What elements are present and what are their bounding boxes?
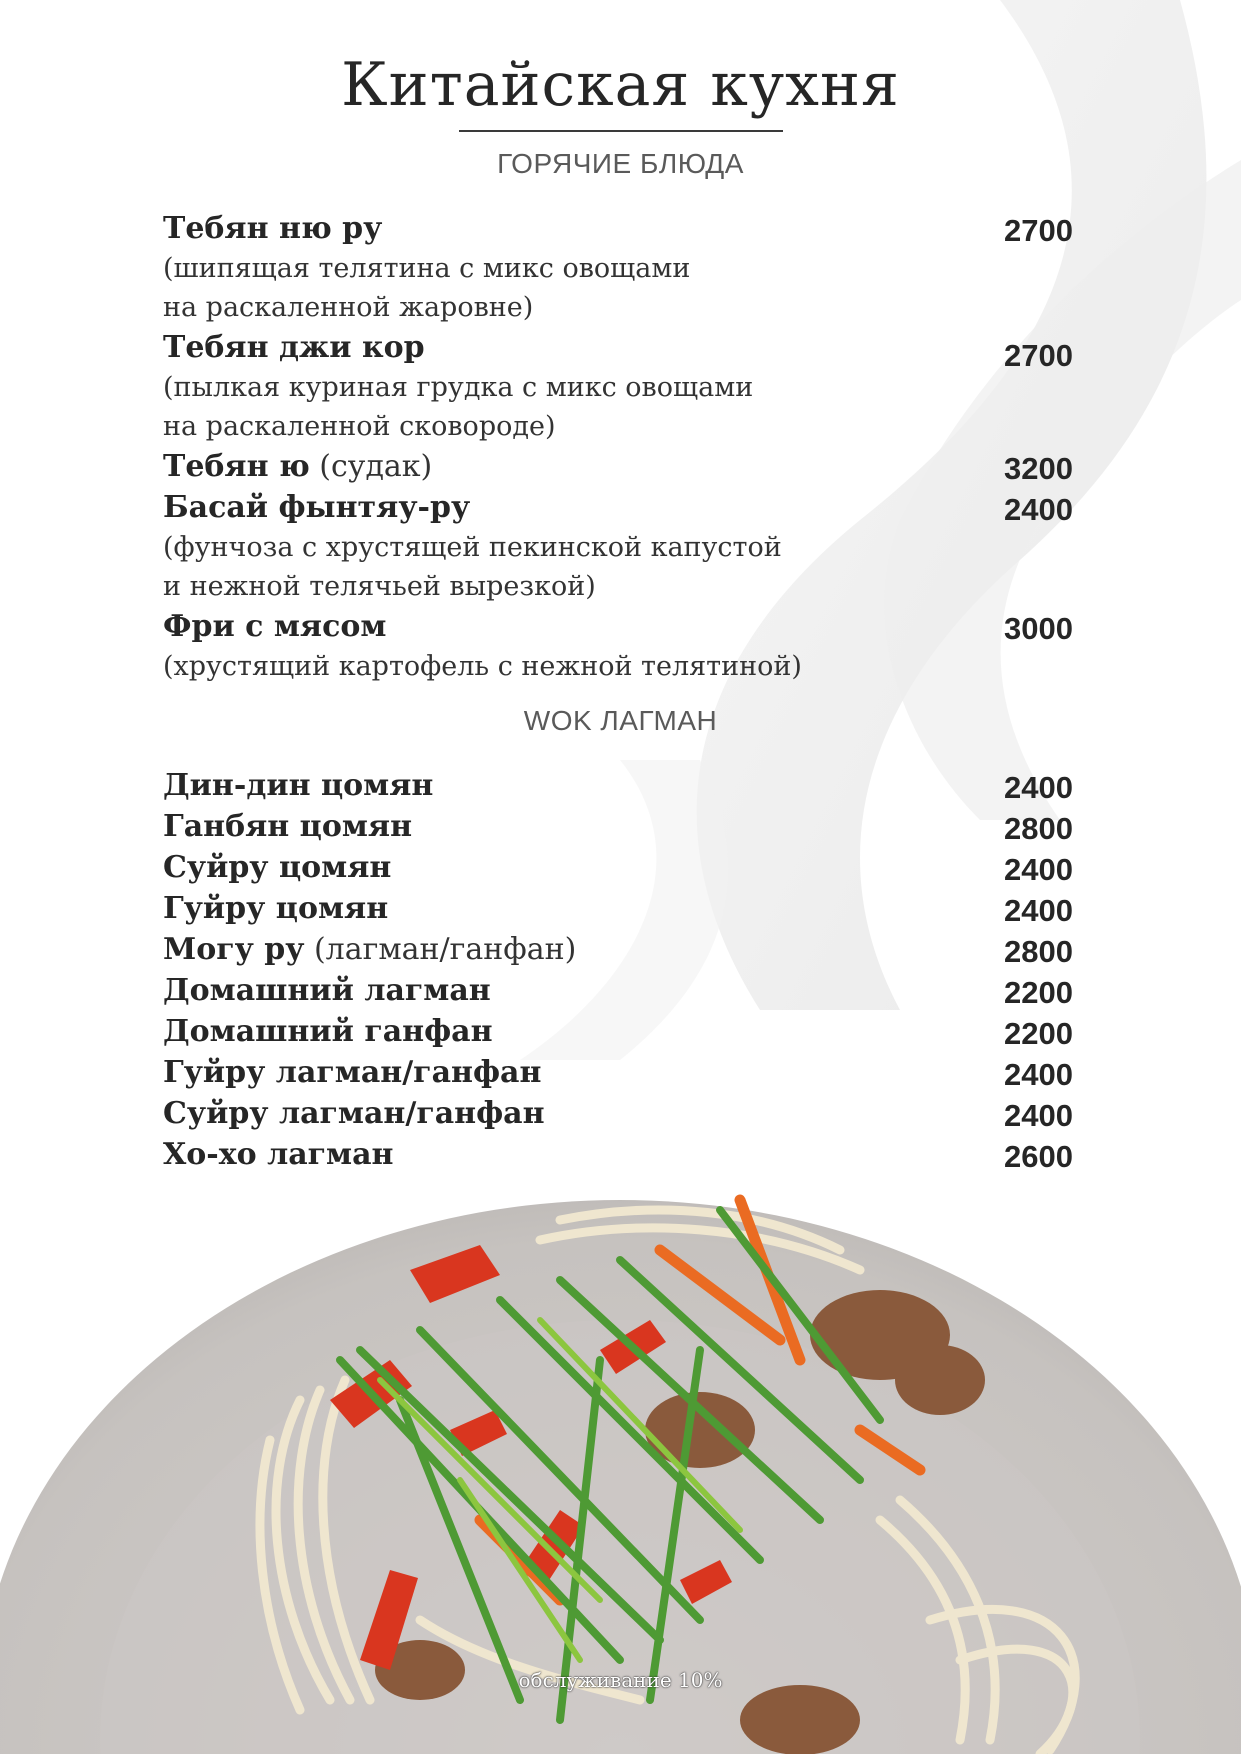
- menu-item-name: Ганбян цомян: [163, 809, 413, 844]
- menu-item-name: Дин-дин цомян: [163, 768, 434, 803]
- menu-item: [163, 327, 1073, 446]
- menu-item-name: Гуйру цомян: [163, 891, 389, 926]
- menu-item: [163, 1052, 1073, 1093]
- menu-item-price: 3000: [1004, 611, 1073, 646]
- menu-item-description: и нежной телячьей вырезкой): [163, 571, 596, 602]
- page-title: Китайская кухня: [341, 50, 900, 120]
- menu-item: [163, 446, 1073, 487]
- menu-item: [163, 208, 1073, 327]
- menu-item: [163, 1134, 1073, 1175]
- menu-item-description: на раскаленной сковороде): [163, 411, 556, 442]
- menu-item-description: (фунчоза с хрустящей пекинской капустой: [163, 532, 782, 563]
- menu-item-description: (хрустящий картофель с нежной телятиной): [163, 651, 802, 682]
- menu-item-name: Фри с мясом: [163, 609, 387, 644]
- menu-item: [163, 606, 1073, 686]
- noodle-dish-photo: [0, 1100, 1241, 1754]
- menu-item-price: 2700: [1004, 338, 1073, 373]
- menu-item-name: Могу ру (лагман/ганфан): [163, 932, 577, 967]
- title-divider: [459, 130, 783, 132]
- menu-item-name: Тебян джи кор: [163, 330, 425, 365]
- hot-dishes-list: [163, 208, 1073, 686]
- menu-item-price: 2200: [1004, 1016, 1073, 1051]
- menu-item: [163, 1093, 1073, 1134]
- menu-item-price: 2400: [1004, 852, 1073, 887]
- menu-item-description: (пылкая куриная грудка с микс овощами: [163, 372, 754, 403]
- section-heading-hot-dishes: ГОРЯЧИЕ БЛЮДА: [497, 148, 744, 179]
- menu-item-price: 2400: [1004, 1057, 1073, 1092]
- menu-item-price: 3200: [1004, 451, 1073, 486]
- menu-item-name: Суйру цомян: [163, 850, 392, 885]
- menu-item-name: Басай фынтяу-ру: [163, 490, 471, 525]
- menu-item-price: 2400: [1004, 492, 1073, 527]
- menu-item: [163, 765, 1073, 806]
- menu-item-price: 2800: [1004, 934, 1073, 969]
- menu-item-name: Домашний ганфан: [163, 1014, 493, 1049]
- menu-item-description: (шипящая телятина с микс овощами: [163, 253, 691, 284]
- menu-item: [163, 929, 1073, 970]
- menu-item: [163, 806, 1073, 847]
- menu-item-price: 2600: [1004, 1139, 1073, 1174]
- menu-item-price: 2700: [1004, 213, 1073, 248]
- menu-item: [163, 888, 1073, 929]
- service-charge-note: обслуживание 10%: [518, 1668, 723, 1692]
- menu-item-name: Тебян ю (судак): [163, 449, 433, 484]
- menu-item-name: Хо-хо лагман: [163, 1137, 394, 1172]
- menu-item-name: Тебян ню ру: [163, 211, 383, 246]
- menu-item-name: Домашний лагман: [163, 973, 491, 1008]
- wok-lagman-list: [163, 765, 1073, 1175]
- menu-item: [163, 487, 1073, 606]
- menu-item-price: 2800: [1004, 811, 1073, 846]
- menu-item-description: на раскаленной жаровне): [163, 292, 534, 323]
- menu-item-price: 2400: [1004, 1098, 1073, 1133]
- menu-item-name: Суйру лагман/ганфан: [163, 1096, 545, 1131]
- menu-item-price: 2400: [1004, 770, 1073, 805]
- menu-item: [163, 1011, 1073, 1052]
- menu-item-price: 2400: [1004, 893, 1073, 928]
- menu-item-price: 2200: [1004, 975, 1073, 1010]
- menu-item-name: Гуйру лагман/ганфан: [163, 1055, 542, 1090]
- menu-item: [163, 847, 1073, 888]
- menu-item: [163, 970, 1073, 1011]
- section-heading-wok-lagman: WOK ЛАГМАН: [523, 705, 718, 736]
